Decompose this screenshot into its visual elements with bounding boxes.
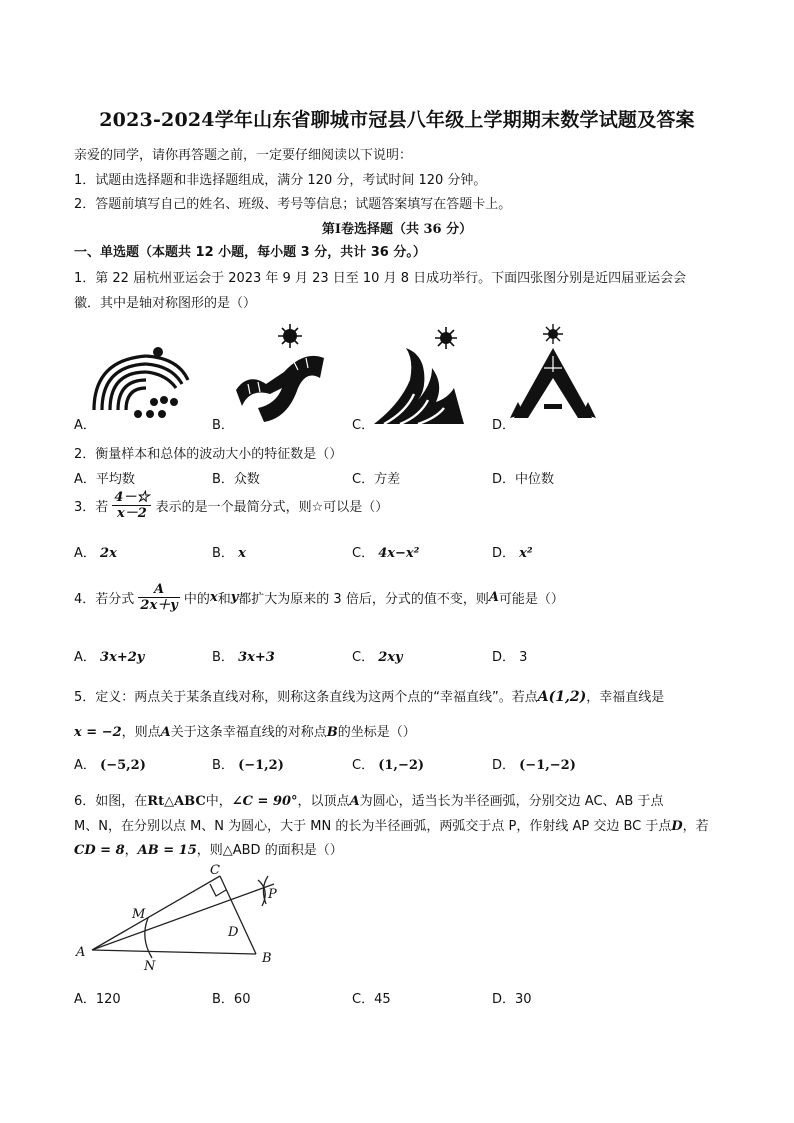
q5-option-d-value: (−1,−2): [519, 758, 576, 773]
q4-option-c-value: 2xy: [378, 650, 403, 665]
asian-games-logo-a: [88, 340, 192, 426]
q3-suffix: 表示的是一个最简分式，则☆可以是（）: [155, 500, 389, 515]
q3-option-b: [212, 542, 246, 561]
q4-fraction: [138, 582, 179, 613]
segment-cb: [220, 876, 256, 954]
q3-stem: [74, 490, 388, 521]
q4-option-b: [212, 646, 275, 665]
q4-option-a-value: 3x+2y: [100, 650, 145, 665]
q1-stem-line-1: 1．第 22 届杭州亚运会于 2023 年 9 月 23 日至 10 月 8 日成功举行。下面四张图分别是近四届亚运会会: [74, 271, 687, 286]
q3-prefix: 3．若: [74, 500, 109, 515]
q6-option-d: D．30: [492, 992, 532, 1007]
ray-ap: [92, 884, 274, 950]
q4-stem: [74, 582, 564, 613]
q2-option-d: D．中位数: [492, 472, 555, 487]
intro-note-1: 1．试题由选择题和非选择题组成，满分 120 分，考试时间 120 分钟。: [74, 173, 487, 188]
q3-option-c-label: C．: [352, 546, 375, 561]
fig-label-b: B: [262, 951, 272, 966]
q3-option-d-label: D．: [492, 546, 516, 561]
q5-stem-line-2: [74, 721, 416, 740]
q6-ab-length: AB = 15: [137, 843, 197, 858]
q5-option-d-label: D．: [492, 758, 516, 773]
fig-label-a: A: [76, 945, 86, 960]
q5-option-d: [492, 754, 576, 773]
q6-var-d: D: [671, 819, 683, 834]
q4-option-d: [492, 646, 527, 665]
q6-line-1b: 中，: [205, 794, 232, 809]
q4-var-x: x: [209, 590, 218, 605]
q1-label-d: D．: [492, 418, 516, 433]
q4-option-b-value: 3x+3: [238, 650, 275, 665]
q4-mid-1: 中的: [183, 592, 210, 607]
q5-line-1b: ，幸福直线是: [586, 690, 665, 705]
q5-option-c-label: C．: [352, 758, 375, 773]
q5-stem-line-1: [74, 686, 664, 705]
q5-line-2c: 的坐标是（）: [337, 725, 416, 740]
q3-fraction: [112, 490, 151, 521]
q6-var-a: A: [349, 794, 360, 809]
q2-stem: 2．衡量样本和总体的波动大小的特征数是（）: [74, 447, 343, 462]
section-title: 第Ⅰ卷选择题（共 36 分）: [321, 222, 473, 237]
part-title: 一、单选题（本题共 12 小题，每小题 3 分，共计 36 分。）: [74, 245, 426, 260]
q6-line-1d: 为圆心，适当长为半径画弧，分别交边 AC、AB 于点: [359, 794, 664, 809]
q3-option-d: [492, 542, 533, 561]
q3-option-c: [352, 542, 419, 561]
asian-games-logo-b: [228, 322, 332, 426]
q5-var-b: B: [326, 725, 338, 740]
q3-option-a-value: 2x: [100, 546, 117, 561]
q5-option-a-label: A．: [74, 758, 96, 773]
q4-mid-2: 和: [217, 592, 231, 607]
segment-ac: [92, 876, 220, 950]
q1-label-b: B．: [212, 418, 234, 433]
fig-label-m: M: [132, 907, 146, 922]
q6-line-2: M、N，在分别以点 M、N 为圆心，大于 MN 的长为半径画弧，两弧交于点 P，作射线 AP 交边 BC 于点: [74, 819, 672, 834]
q6-option-a: A．120: [74, 992, 121, 1007]
q4-var-a: A: [488, 590, 499, 605]
q4-option-d-value: 3: [519, 650, 528, 665]
asian-games-logo-d: [508, 322, 598, 426]
q5-option-b: [212, 754, 284, 773]
q6-stem-line-3: [74, 839, 343, 858]
fig-label-d: D: [228, 925, 239, 940]
right-angle-mark: [210, 884, 226, 896]
fig-label-n: N: [144, 959, 156, 974]
q4-prefix: 4．若分式: [74, 592, 135, 607]
q2-option-a: A．平均数: [74, 472, 135, 487]
q6-triangle: Rt△ABC: [147, 794, 206, 809]
q6-option-b: B．60: [212, 992, 251, 1007]
q6-line-1a: 6．如图，在: [74, 794, 148, 809]
asian-games-logo-c: [370, 324, 466, 426]
q1-label-c: C．: [352, 418, 375, 433]
q6-stem-line-2: [74, 815, 709, 834]
q2-option-c: C．方差: [352, 472, 401, 487]
q6-cd-length: CD = 8: [74, 843, 125, 858]
q6-triangle-figure: [72, 862, 286, 974]
q5-option-a-value: (−5,2): [100, 758, 146, 773]
q5-option-b-value: (−1,2): [238, 758, 284, 773]
page-title: 2023-2024学年山东省聊城市冠县八年级上学期期末数学试题及答案: [99, 109, 695, 131]
q4-fraction-denominator: 2x＋y: [140, 598, 178, 613]
q1-label-a: A．: [74, 418, 96, 433]
q2-option-b: B．众数: [212, 472, 260, 487]
q3-fraction-numerator: 4－☆: [114, 490, 150, 505]
sun-icon: [153, 347, 163, 357]
q5-point-a: A(1,2): [537, 689, 587, 705]
q3-option-a-label: A．: [74, 546, 96, 561]
segment-ab: [92, 950, 256, 954]
q3-fraction-denominator: x－2: [117, 506, 147, 521]
fig-label-c: C: [210, 863, 220, 878]
q4-var-y: y: [230, 590, 239, 605]
q5-line-equation: x = −2: [74, 725, 122, 740]
q5-option-a: [74, 754, 146, 773]
q6-option-c: C．45: [352, 992, 391, 1007]
q1-stem-line-2: 徽．其中是轴对称图形的是（）: [74, 296, 257, 311]
q5-line-2b: 关于这条幸福直线的对称点: [170, 725, 327, 740]
q4-option-a: [74, 646, 144, 665]
q4-mid-3: 都扩大为原来的 3 倍后，分式的值不变，则: [238, 592, 489, 607]
q3-option-b-value: x: [238, 546, 246, 561]
q5-option-b-label: B．: [212, 758, 234, 773]
q5-line-2a: ，则点: [121, 725, 161, 740]
intro-note-2: 2．答题前填写自己的姓名、班级、考号等信息；试题答案填写在答题卡上。: [74, 197, 512, 212]
q3-option-b-label: B．: [212, 546, 234, 561]
q5-option-c: [352, 754, 424, 773]
q3-option-c-value: 4x−x²: [378, 546, 420, 561]
q6-stem-line-1: [74, 790, 663, 809]
q3-option-d-value: x²: [519, 546, 533, 561]
fig-label-p: P: [268, 887, 277, 902]
q5-option-c-value: (1,−2): [378, 758, 425, 773]
q4-end: 可能是（）: [498, 592, 564, 607]
q6-angle: ∠C = 90°: [231, 794, 298, 809]
q3-option-a: [74, 542, 117, 561]
q6-line-3: ，则△ABD 的面积是（）: [196, 843, 343, 858]
q4-option-c-label: C．: [352, 650, 375, 665]
q4-fraction-numerator: A: [138, 582, 179, 598]
q6-separator: ，: [124, 843, 138, 858]
q4-option-b-label: B．: [212, 650, 234, 665]
q5-var-a: A: [160, 725, 171, 740]
q6-line-2-end: ，若: [682, 819, 709, 834]
q4-option-d-label: D．: [492, 650, 516, 665]
q6-line-1c: ，以顶点: [297, 794, 350, 809]
q4-option-a-label: A．: [74, 650, 96, 665]
q5-line-1a: 5．定义：两点关于某条直线对称，则称这条直线为这两个点的“幸福直线”。若点: [74, 690, 538, 705]
q4-option-c: [352, 646, 403, 665]
intro-greeting: 亲爱的同学，请你再答题之前，一定要仔细阅读以下说明：: [74, 148, 413, 163]
